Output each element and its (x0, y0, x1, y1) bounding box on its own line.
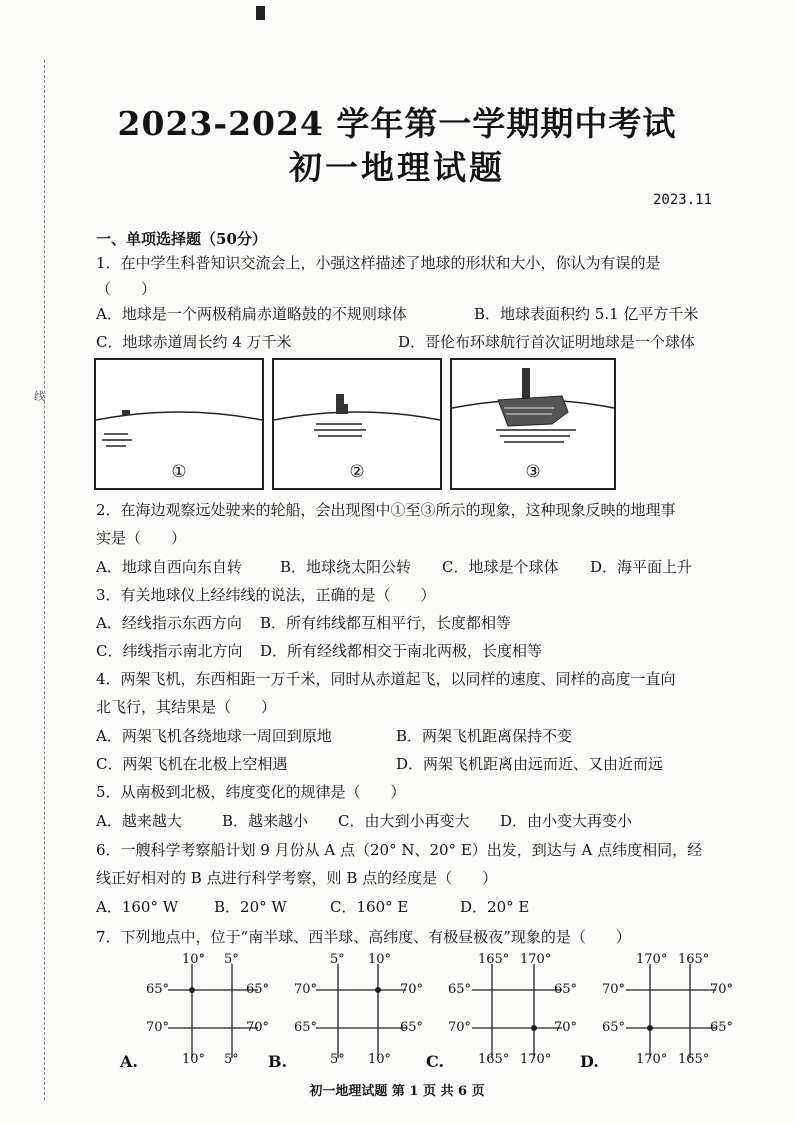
q5-option-d: D．由小变大再变小 (500, 812, 633, 830)
grid-a-top-2: 5° (224, 952, 239, 967)
grid-b-right-1: 70° (400, 982, 424, 997)
grid-a-bottom-2: 5° (224, 1052, 239, 1067)
grid-d-point (647, 1025, 653, 1031)
q2-option-c: C．地球是个球体 (442, 558, 559, 576)
q1-stem-1: 1．在中学生科普知识交流会上，小强这样描述了地球的形状和大小，你认为有误的是 (96, 254, 661, 272)
grid-d-bottom-1: 170° (636, 1052, 668, 1067)
q1-stem-2: （ ） (96, 280, 157, 298)
q3-option-c: C．纬线指示南北方向 (96, 642, 243, 660)
grid-c-right-2: 70° (554, 1020, 578, 1035)
ship-panel-3 (450, 358, 616, 490)
grid-d (598, 952, 748, 1072)
q3-option-a: A．经线指示东西方向 (96, 614, 242, 632)
q6-option-c: C．160° E (330, 898, 409, 916)
q4-stem-2: 北飞行，其结果是（ ） (96, 698, 277, 716)
q4-stem-1: 4．两架飞机，东西相距一万千米，同时从赤道起飞，以同样的速度、同样的高度一直向 (96, 670, 676, 688)
q6-option-b: B．20° W (214, 898, 287, 916)
q7-option-c: C. (426, 1052, 445, 1071)
q7-option-a: A. (120, 1052, 138, 1071)
grid-c-bottom-1: 165° (478, 1052, 510, 1067)
exam-title: 2023-2024 学年第一学期期中考试 (117, 104, 677, 143)
grid-c (444, 952, 594, 1072)
panel-label-1: ① (171, 462, 187, 482)
grid-c-top-2: 170° (520, 952, 552, 967)
grid-a-right-1: 65° (246, 982, 270, 997)
q1-option-d: D．哥伦布环球航行首次证明地球是一个球体 (398, 333, 696, 351)
q3-option-b: B．所有纬线都互相平行，长度都相等 (260, 614, 512, 632)
q2-option-d: D．海平面上升 (590, 558, 693, 576)
exam-subtitle: 初一地理试题 (289, 148, 505, 187)
grid-a-left-2: 70° (146, 1020, 170, 1035)
grid-a-point (189, 987, 195, 993)
q4-option-b: B．两架飞机距离保持不变 (396, 727, 573, 745)
binding-label: 线 (34, 390, 45, 403)
q3-option-d: D．所有经线都相交于南北两极，长度相等 (260, 642, 543, 660)
q1-option-c: C．地球赤道周长约 4 万千米 (96, 333, 292, 351)
q6-stem-1: 6．一艘科学考察船计划 9 月份从 A 点（20° N、20° E）出发，到达与 A 点纬度相同，经 (96, 841, 703, 859)
grid-c-point (531, 1025, 537, 1031)
grid-b-top-1: 5° (330, 952, 345, 967)
panel-label-3: ③ (525, 462, 541, 482)
grid-b-bottom-2: 10° (368, 1052, 392, 1067)
q5-option-b: B．越来越小 (222, 812, 309, 830)
q1-option-b: B．地球表面积约 5.1 亿平方千米 (474, 305, 699, 323)
grid-c-left-2: 70° (448, 1020, 472, 1035)
q7-option-d: D. (580, 1052, 599, 1071)
q2-option-a: A．地球自西向东自转 (96, 558, 242, 576)
grid-b (288, 952, 438, 1072)
q7-stem: 7．下列地点中，位于“南半球、西半球、高纬度、有极昼极夜”现象的是（ ） (96, 928, 631, 946)
q5-stem: 5．从南极到北极，纬度变化的规律是（ ） (96, 783, 406, 801)
q2-option-b: B．地球绕太阳公转 (280, 558, 412, 576)
grid-b-point (375, 987, 381, 993)
ship-panel-2 (272, 358, 442, 490)
q6-option-d: D．20° E (460, 898, 530, 916)
grid-b-top-2: 10° (368, 952, 392, 967)
q6-option-a: A．160° W (96, 898, 179, 916)
q6-stem-2: 线正好相对的 B 点进行科学考察，则 B 点的经度是（ ） (96, 869, 498, 887)
q2-stem-1: 2．在海边观察远处驶来的轮船，会出现图中①至③所示的现象，这种现象反映的地理事 (96, 501, 676, 519)
grid-c-top-1: 165° (478, 952, 510, 967)
grid-d-bottom-2: 165° (678, 1052, 710, 1067)
grid-a-right-2: 70° (246, 1020, 270, 1035)
grid-b-lines (288, 952, 438, 1072)
q2-stem-2: 实是（ ） (96, 529, 187, 547)
grid-d-top-2: 165° (678, 952, 710, 967)
grid-d-right-2: 65° (710, 1020, 734, 1035)
q5-option-a: A．越来越大 (96, 812, 182, 830)
grid-a-top-1: 10° (182, 952, 206, 967)
binding-line (44, 60, 45, 1100)
grid-d-left-1: 70° (602, 982, 626, 997)
q4-option-d: D．两架飞机距离由远而近、又由近而远 (396, 755, 664, 773)
q4-option-a: A．两架飞机各绕地球一周回到原地 (96, 727, 332, 745)
grid-b-right-2: 65° (400, 1020, 424, 1035)
grid-b-left-1: 70° (294, 982, 318, 997)
grid-c-bottom-2: 170° (520, 1052, 552, 1067)
grid-c-lines (444, 952, 594, 1072)
grid-d-top-1: 170° (636, 952, 668, 967)
scan-mark (256, 6, 265, 20)
page-footer: 初一地理试题 第 1 页 共 6 页 (309, 1084, 485, 1099)
exam-date: 2023.11 (652, 192, 712, 208)
ship-panel-1 (94, 358, 264, 490)
q3-stem: 3．有关地球仪上经纬线的说法，正确的是（ ） (96, 586, 436, 604)
q1-option-a: A．地球是一个两极稍扁赤道略鼓的不规则球体 (96, 305, 407, 323)
grid-d-left-2: 65° (602, 1020, 626, 1035)
grid-d-lines (598, 952, 748, 1072)
panel-label-2: ② (349, 462, 365, 482)
grid-c-right-1: 65° (554, 982, 578, 997)
grid-b-bottom-1: 5° (330, 1052, 345, 1067)
q5-option-c: C．由大到小再变大 (338, 812, 470, 830)
q4-option-c: C．两架飞机在北极上空相遇 (96, 755, 288, 773)
q7-option-b: B. (268, 1052, 288, 1071)
grid-d-right-1: 70° (710, 982, 734, 997)
section-heading: 一、单项选择题（50分） (96, 230, 267, 248)
grid-b-left-2: 65° (294, 1020, 318, 1035)
grid-a-bottom-1: 10° (182, 1052, 206, 1067)
grid-a-left-1: 65° (146, 982, 170, 997)
grid-c-left-1: 65° (448, 982, 472, 997)
